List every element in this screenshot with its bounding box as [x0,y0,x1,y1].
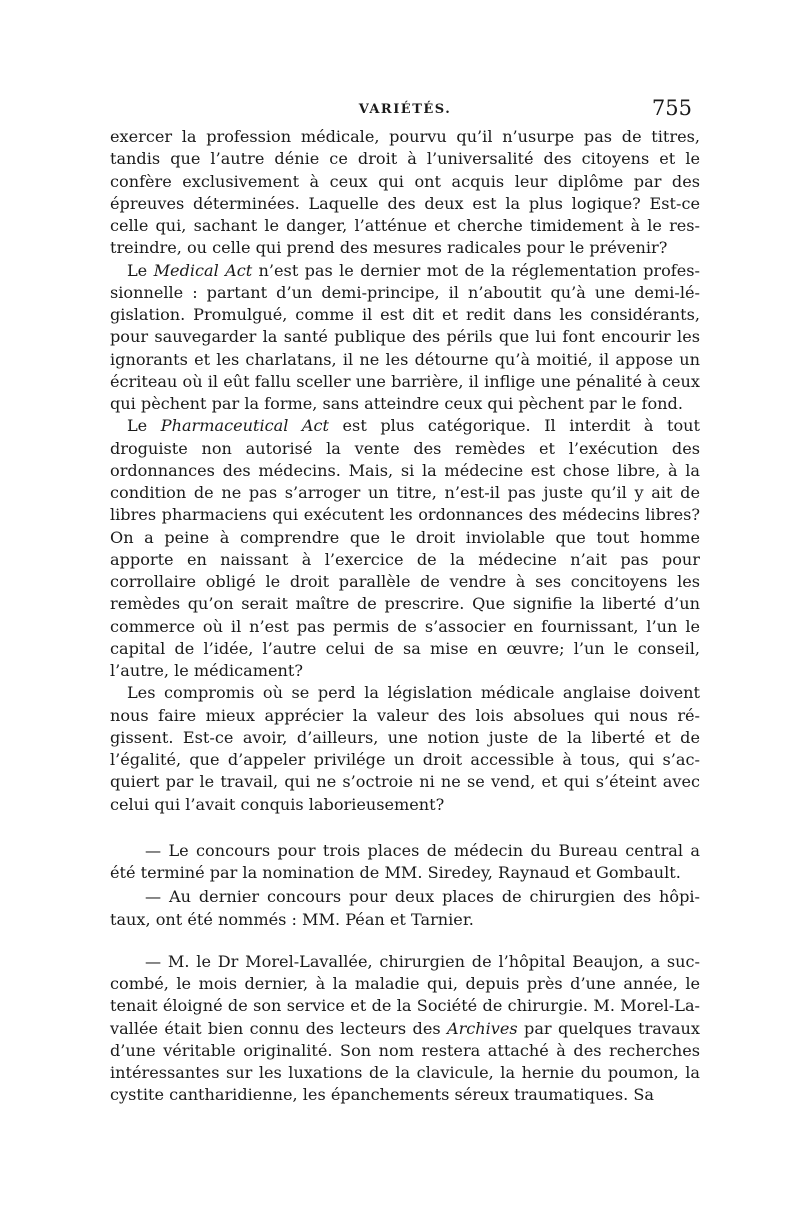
pharmaceutical-act-title: Pharmaceutical Act [160,416,329,436]
paragraph-2-text: n’est pas le dernier mot de la réglementation professionnelle : partant d’un demi-principe, il n’aboutit qu’à une demi-législation. Promulgué, comme il est dit et redit dans les considérants, pour sauvegarder la santé publique des périls que lui font encourir les ignorants et les charlatans, il ne les détourne qu’à moitié, il appose un écriteau où il eût fallu sceller une barrière, il inflige une pénalité à ceux qui pèchent par la forme, sans atteindre ceux qui pèchent par le fond. [110,260,700,413]
page-header [110,96,700,126]
archives-title: Archives [446,1018,518,1038]
paragraph-7-text: par quelques travaux d’une véritable originalité. Son nom restera attaché à des recherches intéressantes sur les luxations de la clavicule, la hernie du poumon, la cystite cantharidienne, les épanchements séreux traumatiques. Sa [110,1018,700,1105]
paragraph-3-lead: Le [127,416,161,436]
news-bureau-central: — Le concours pour trois places de médecin du Bureau central a été terminé par la nomination de MM. Siredey, Raynaud et Gombault. [110,840,700,882]
running-title: VARIÉTÉS. [358,102,452,117]
medical-act-title: Medical Act [153,260,253,280]
paragraph-medical-act [110,260,700,416]
book-page [110,96,700,1107]
news-chirurgien-hopitaux: — Au dernier concours pour deux places de chirurgien des hôpitaux, ont été nommés : MM. Péan et Tarnier. [110,887,700,929]
paragraph-1: exercer la profession médicale, pourvu qu’il n’usurpe pas de titres, tandis que l’autre dénie ce droit à l’universalité des citoyens et le confère exclusivement à ceux qui ont acquis leur diplôme par des épreuves déterminées. Laquelle des deux est la plus logique? Est-ce celle qui, sachant le danger, l’atténue et cherche timidement à le restreindre, ou celle qui prend des mesures radicales pour le prévenir? [110,127,700,258]
paragraph-4: Les compromis où se perd la législation médicale anglaise doivent nous faire mieux apprécier la valeur des lois absolues qui nous régissent. Est-ce avoir, d’ailleurs, une notion juste de la liberté et de l’égalité, que d’appeler privilége un droit accessible à tous, qui s’acquiert par le travail, qui ne s’octroie ni ne se vend, et qui s’éteint avec celui qui l’avait conquis laborieusement? [110,683,700,814]
paragraph-pharmaceutical-act [110,415,700,682]
paragraph-3-text: est plus catégorique. Il interdit à tout droguiste non autorisé la vente des remèdes et l’exécution des ordonnances des médecins. Mais, si la médecine est chose libre, à la condition de ne pas s’arroger un titre, n’est-il pas juste qu’il y ait de libres pharmaciens qui exécutent les ordonnances des médecins libres? On a peine à comprendre que le droit inviolable que tout homme apporte en naissant à l’exercice de la médecine n’ait pas pour corrollaire obligé le droit parallèle de vendre à ses concitoyens les remèdes qu’on serait maître de prescrire. Que signifie la liberté d’un commerce où il n’est pas permis de s’associer en fournissant, l’un le capital de l’idée, l’autre celui de sa mise en œuvre; l’un le conseil, l’autre, le médicament? [110,416,700,680]
paragraph-7-lead: — M. le Dr Morel-Lavallée, chirurgien de l’hôpital Beaujon, a succombé, le mois dernier, à la maladie qui, depuis près d’une année, le tenait éloigné de son service et de la Société de chirurgie. M. Morel-Lavallée était bien connu des lecteurs des [110,951,700,1038]
paragraph-2-lead: Le [127,260,154,280]
page-number: 755 [651,96,692,120]
news-morel-lavallee [110,951,700,1107]
